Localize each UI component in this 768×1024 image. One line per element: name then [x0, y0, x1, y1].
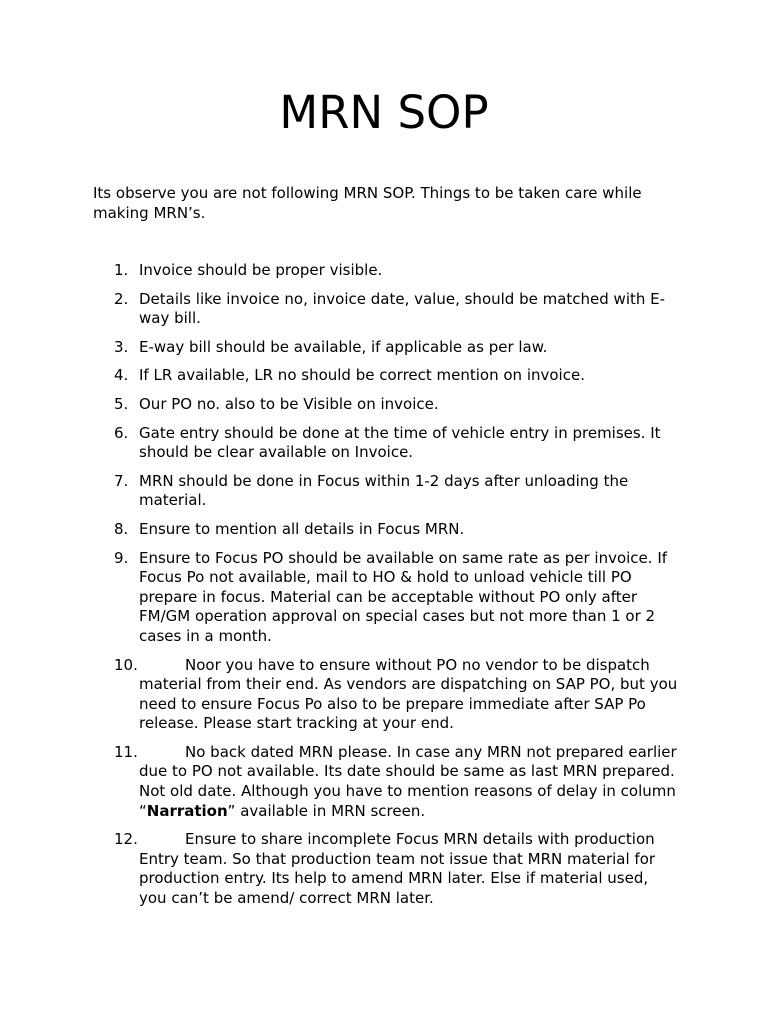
list-item-number: 2. — [114, 289, 129, 308]
list-item-number: 7. — [114, 471, 129, 490]
list-item-text: Ensure to share incomplete Focus MRN details with production Entry team. So that production team not issue that MRN material for production entry. Its help to amend MRN later. Else if material used, you can’t be amend/ correct MRN later. — [139, 830, 656, 908]
list-item — [0, 424, 768, 463]
narration-bold-text: Narration — [146, 801, 228, 820]
list-item-number: 3. — [114, 337, 129, 356]
list-item-text-tail: ” available in MRN screen. — [227, 801, 426, 820]
list-item — [0, 520, 768, 540]
list-item-text: No back dated MRN please. In case any MRN not prepared earlier due to PO not available. Its date should be same as last MRN prepared. Not old date. Although you have to mention reasons of delay in column “ — [139, 742, 677, 820]
list-item-text: Noor you have to ensure without PO no vendor to be dispatch material from their end. As vendors are dispatching on SAP PO, but you need to ensure Focus Po also to be prepare immediate after SAP Po release. Please start tracking at your end. — [139, 655, 678, 733]
list-item — [0, 830, 768, 908]
list-item-text-container — [139, 656, 679, 734]
list-item — [0, 290, 768, 329]
intro-paragraph: Its observe you are not following MRN SOP. Things to be taken care while making MRN’s. — [93, 184, 642, 222]
list-item — [0, 338, 768, 358]
list-item-text: Our PO no. also to be Visible on invoice. — [139, 394, 439, 413]
list-item — [0, 656, 768, 734]
list-item — [0, 549, 768, 647]
list-item-text: Ensure to Focus PO should be available on same rate as per invoice. If Focus Po not available, mail to HO & hold to unload vehicle till PO prepare in focus. Material can be acceptable without PO only after FM/GM operation approval on special cases but not more than 1 or 2 cases in a month. — [139, 548, 668, 645]
list-item-number: 5. — [114, 394, 129, 413]
list-item-number: 12. — [114, 830, 138, 849]
list-item-text: Gate entry should be done at the time of vehicle entry in premises. It should be clear available on Invoice. — [139, 423, 661, 462]
list-item — [0, 366, 768, 386]
list-item-number: 9. — [114, 548, 129, 567]
list-item-text: If LR available, LR no should be correct mention on invoice. — [139, 366, 585, 385]
list-item-text: MRN should be done in Focus within 1-2 days after unloading the material. — [139, 471, 629, 510]
list-item-text: Details like invoice no, invoice date, value, should be matched with E-way bill. — [139, 289, 666, 328]
list-item-number: 1. — [114, 261, 129, 279]
list-item — [0, 743, 768, 821]
list-item-number: 11. — [114, 742, 138, 761]
sop-list — [0, 261, 768, 918]
list-item-number: 6. — [114, 423, 129, 442]
list-item-text-container — [139, 830, 679, 908]
list-item-number: 8. — [114, 519, 129, 538]
list-item-text: Ensure to mention all details in Focus MRN. — [139, 519, 465, 538]
list-item-text: E-way bill should be available, if applicable as per law. — [139, 337, 548, 356]
list-item-number: 10. — [114, 655, 138, 674]
list-item-number: 4. — [114, 366, 129, 385]
list-item — [0, 261, 768, 281]
list-item-text-container — [139, 743, 679, 821]
list-item-text: Invoice should be proper visible. — [139, 261, 383, 279]
list-item — [0, 395, 768, 415]
list-item — [0, 472, 768, 511]
document-title: MRN SOP — [279, 86, 489, 139]
